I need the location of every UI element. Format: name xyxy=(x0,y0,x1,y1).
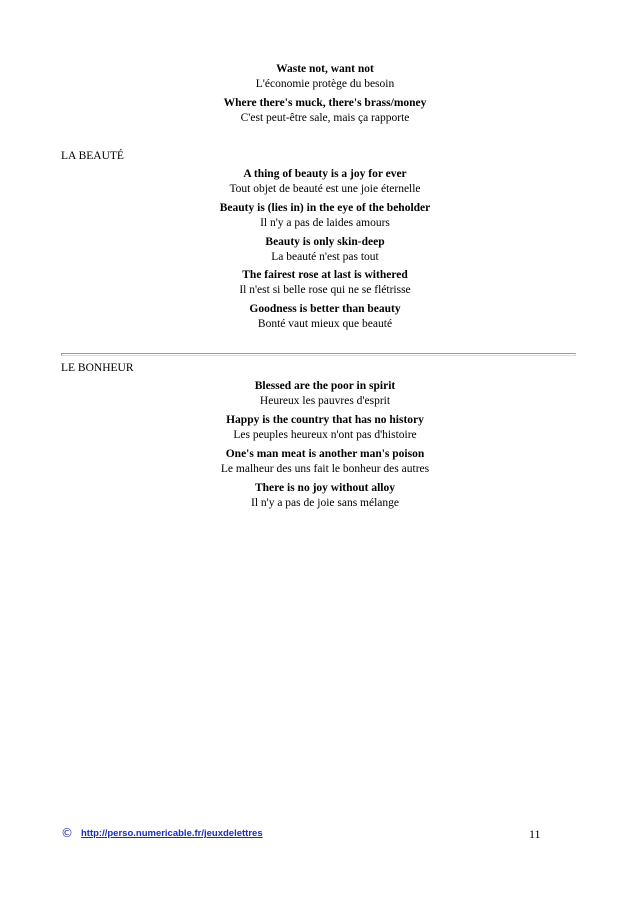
proverb-french: Tout objet de beauté est une joie éternelle xyxy=(229,183,421,195)
proverb-english: One's man meat is another man's poison xyxy=(225,448,425,460)
proverb-english: Beauty is only skin-deep xyxy=(265,236,385,248)
proverb-english: Blessed are the poor in spirit xyxy=(254,380,396,392)
proverb-pair xyxy=(180,235,470,265)
section-heading-bonheur: LE BONHEUR xyxy=(61,362,134,374)
proverb-pair xyxy=(180,447,470,477)
proverb-french: Il n'y a pas de joie sans mélange xyxy=(250,497,399,509)
copyright-icon: © xyxy=(61,826,73,840)
proverb-french: Le malheur des uns fait le bonheur des autres xyxy=(220,463,430,475)
proverb-pair xyxy=(180,167,470,197)
proverb-english: Beauty is (lies in) in the eye of the beholder xyxy=(219,202,431,214)
proverb-english: Waste not, want not xyxy=(276,63,374,75)
proverb-english: The fairest rose at last is withered xyxy=(242,269,408,281)
proverb-english: There is no joy without alloy xyxy=(254,482,396,494)
proverb-pair xyxy=(180,413,470,443)
section-heading-beaute: LA BEAUTÉ xyxy=(61,150,124,162)
proverb-english: Goodness is better than beauty xyxy=(249,303,401,315)
horizontal-divider xyxy=(61,353,576,356)
proverb-french: Il n'y a pas de laides amours xyxy=(260,217,390,229)
proverb-pair xyxy=(180,379,470,409)
proverb-english: A thing of beauty is a joy for ever xyxy=(243,168,407,180)
proverb-pair xyxy=(180,302,470,332)
proverb-pair xyxy=(180,96,470,126)
proverb-pair xyxy=(180,268,470,298)
proverb-pair xyxy=(180,481,470,511)
proverb-french: Heureux les pauvres d'esprit xyxy=(259,395,391,407)
page-number: 11 xyxy=(529,827,541,841)
proverb-french: C'est peut-être sale, mais ça rapporte xyxy=(240,112,410,124)
page-footer xyxy=(61,827,561,843)
proverb-english: Happy is the country that has no history xyxy=(226,414,424,426)
proverb-french: L'économie protège du besoin xyxy=(255,78,395,90)
proverb-pair xyxy=(180,62,470,92)
proverb-pair xyxy=(180,201,470,231)
proverb-french: Bonté vaut mieux que beauté xyxy=(257,318,393,330)
proverb-english: Where there's muck, there's brass/money xyxy=(223,97,427,109)
website-link[interactable]: http://perso.numericable.fr/jeuxdelettres xyxy=(81,828,263,839)
proverb-french: Il n'est si belle rose qui ne se flétrisse xyxy=(239,284,411,296)
proverb-french: La beauté n'est pas tout xyxy=(271,251,379,263)
proverb-french: Les peuples heureux n'ont pas d'histoire xyxy=(233,429,417,441)
